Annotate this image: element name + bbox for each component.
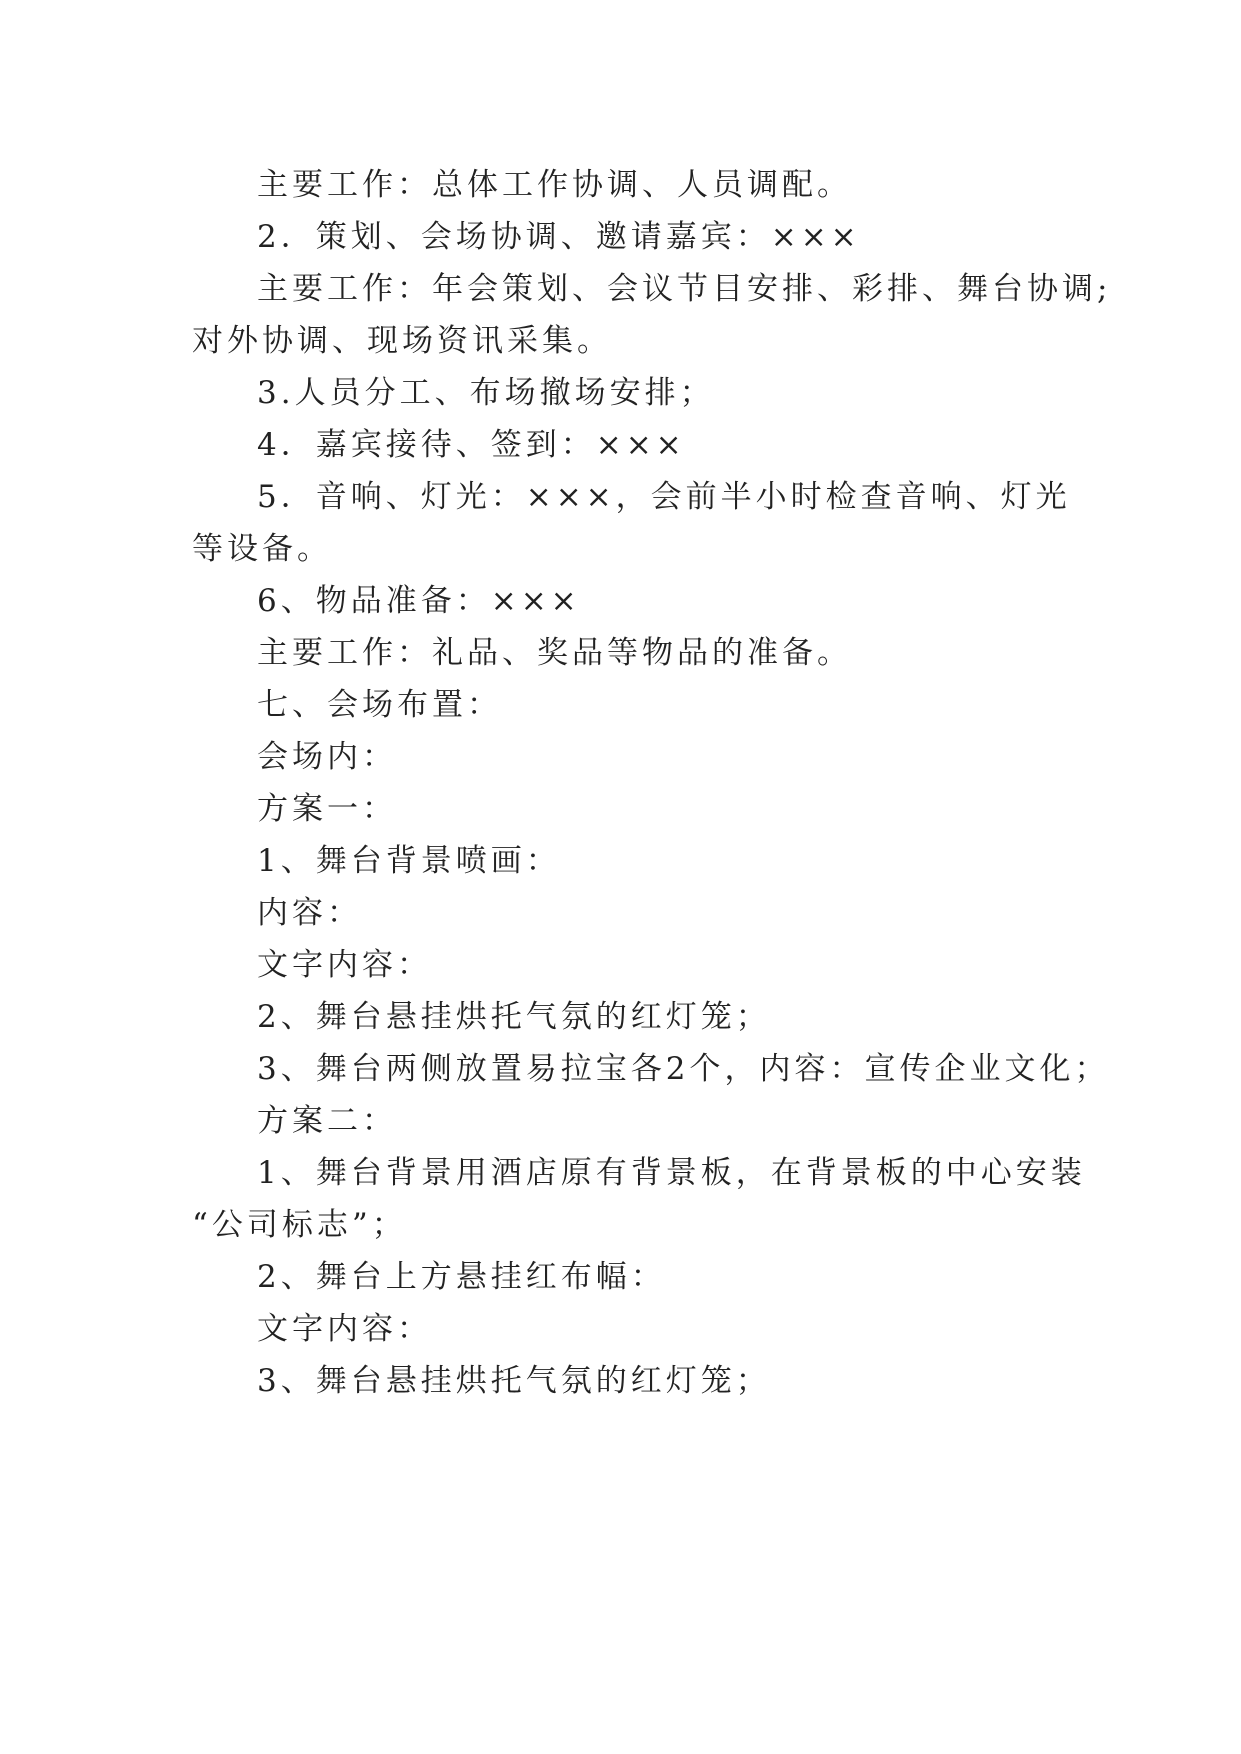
paragraph-line: 文字内容： [257, 1311, 432, 1347]
paragraph-line: 内容： [257, 895, 362, 931]
paragraph-line: 1、舞台背景喷画： [257, 843, 561, 879]
paragraph-line: 文字内容： [257, 947, 432, 983]
paragraph-line: 2、舞台悬挂烘托气氛的红灯笼； [257, 999, 771, 1035]
paragraph-line: 3.人员分工、布场撤场安排； [257, 375, 715, 411]
paragraph-line: 会场内： [257, 739, 397, 775]
paragraph-line: 4．嘉宾接待、签到：××× [257, 427, 686, 463]
paragraph-line: “公司标志”； [192, 1207, 407, 1243]
paragraph-line: 方案一： [257, 791, 397, 827]
paragraph-line: 方案二： [257, 1103, 397, 1139]
paragraph-line: 等设备。 [192, 531, 332, 567]
paragraph-line: 对外协调、现场资讯采集。 [192, 323, 612, 359]
paragraph-line: 6、物品准备：××× [257, 583, 581, 619]
paragraph-line: 5．音响、灯光：×××，会前半小时检查音响、灯光 [257, 479, 1071, 515]
paragraph-line: 3、舞台悬挂烘托气氛的红灯笼； [257, 1363, 771, 1399]
section-heading: 七、会场布置： [257, 687, 502, 723]
paragraph-line: 2．策划、会场协调、邀请嘉宾：××× [257, 219, 861, 255]
paragraph-line: 2、舞台上方悬挂红布幅： [257, 1259, 666, 1295]
paragraph-line: 主要工作：礼品、奖品等物品的准备。 [257, 635, 852, 671]
paragraph-line: 主要工作：总体工作协调、人员调配。 [257, 167, 852, 203]
paragraph-line: 1、舞台背景用酒店原有背景板，在背景板的中心安装 [257, 1155, 1086, 1191]
paragraph-line: 主要工作：年会策划、会议节目安排、彩排、舞台协调; [257, 271, 1112, 307]
paragraph-line: 3、舞台两侧放置易拉宝各2个，内容：宣传企业文化； [257, 1051, 1110, 1087]
